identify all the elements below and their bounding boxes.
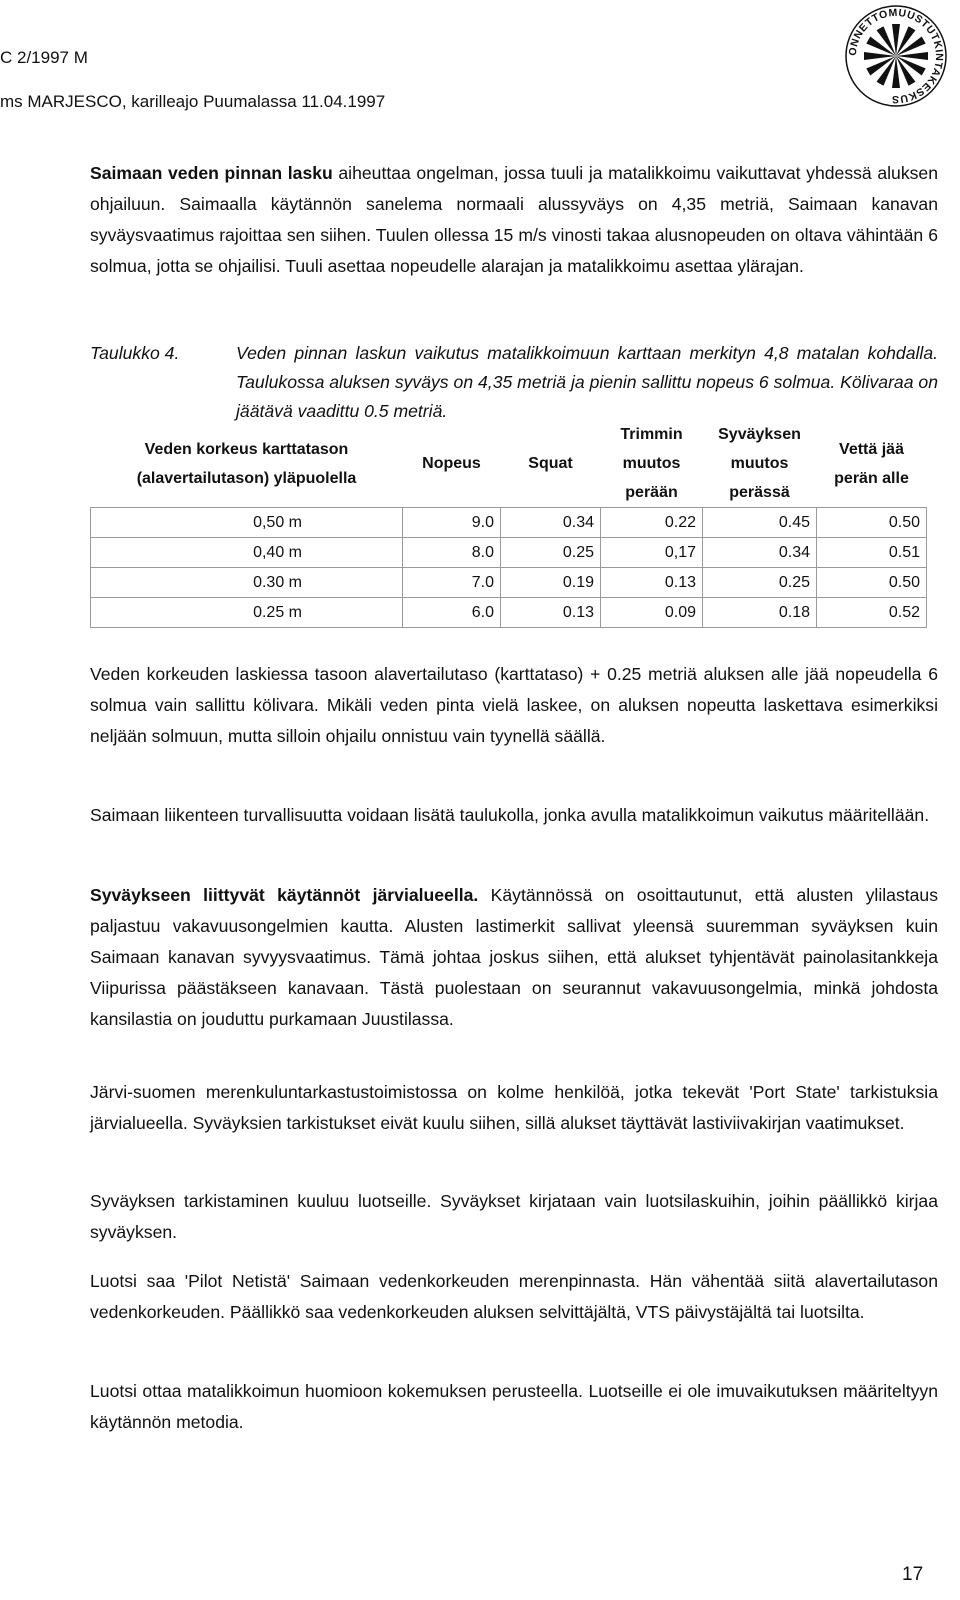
cell-clearance: 0.52 (817, 598, 927, 628)
cell-squat: 0.34 (501, 508, 601, 538)
cell-speed: 9.0 (403, 508, 501, 538)
paragraph-lead-bold: Saimaan veden pinnan lasku (90, 163, 333, 183)
col-header-water-level: Veden korkeus karttatason (alavertailutason) yläpuolella (136, 440, 357, 487)
col-header-speed: Nopeus (422, 455, 481, 472)
paragraph-water-level (90, 158, 938, 282)
cell-water-level: 0,40 m (91, 538, 403, 568)
col-header-clearance: Vettä jää perän alle (834, 440, 909, 487)
table-row (91, 598, 927, 628)
paragraph-lead-bold: Syväykseen liittyvät käytännöt järvialueella. (90, 885, 479, 905)
cell-trim: 0,17 (601, 538, 703, 568)
document-code: C 2/1997 M (0, 48, 88, 67)
cell-draught-change: 0.25 (703, 568, 817, 598)
document-subject: ms MARJESCO, karilleajo Puumalassa 11.04.1997 (0, 92, 386, 111)
col-header-trim: Trimmin muutos perään (620, 426, 683, 501)
cell-trim: 0.09 (601, 598, 703, 628)
cell-water-level: 0,50 m (91, 508, 403, 538)
cell-clearance: 0.50 (817, 508, 927, 538)
cell-water-level: 0.25 m (91, 598, 403, 628)
paragraph-keel-clearance: Veden korkeuden laskiessa tasoon alavertailutaso (karttataso) + 0.25 metriä aluksen alle jää nopeudella 6 solmua vain sallittu kölivara. Mikäli veden pinta vielä laskee, on aluksen nopeutta laskettava esimerkiksi neljään solmuun, mutta silloin ohjailu onnistuu vain tyynellä säällä. (90, 664, 938, 746)
table-caption-text: Veden pinnan laskun vaikutus matalikkoimuun karttaan merkityn 4,8 matalan kohdalla. Taulukossa aluksen syväys on 4,35 metriä ja pienin sallittu nopeus 6 solmua. Kölivaraa on jäätävä vaadittu 0.5 metriä. (236, 343, 938, 421)
paragraph-body: Käytännössä on osoittautunut, että alusten ylilastaus paljastuu vakavuusongelmien kautta. Alusten lastimerkit sallivat yleensä suuremman syväyksen kuin Saimaan kanavan syvyysvaatimus. Tämä johtaa joskus siihen, että alukset tyhjentävät painolasitankkeja Viipurissa päästäkseen kanavaan. Tästä puolestaan on seurannut vakavuusongelmia, minkä johdosta kansilastia on jouduttu purkamaan Juustilassa. (90, 885, 938, 1029)
cell-draught-change: 0.34 (703, 538, 817, 568)
cell-clearance: 0.51 (817, 538, 927, 568)
table-caption-label: Taulukko 4. (90, 343, 180, 363)
cell-speed: 6.0 (403, 598, 501, 628)
paragraph-draught-practices (90, 880, 938, 1035)
paragraph-draught-check: Syväyksen tarkistaminen kuuluu luotseille. Syväykset kirjataan vain luotsilaskuihin, joihin päällikkö kirjaa syväyksen. (90, 1191, 938, 1242)
paragraph-pilot-net: Luotsi saa 'Pilot Netistä' Saimaan vedenkorkeuden merenpinnasta. Hän vähentää siitä alavertailutason vedenkorkeuden. Päällikkö saa vedenkorkeuden aluksen selvittäjältä, VTS päivystäjältä tai luotsilta. (90, 1271, 938, 1322)
radial-sun-emblem (864, 24, 928, 88)
cell-trim: 0.13 (601, 568, 703, 598)
paragraph-body: aiheuttaa ongelman, jossa tuuli ja matalikkoimu vaikuttavat yhdessä aluksen ohjailuun. Saimaalla käytännön sanelema normaali alussyväys on 4,35 metriä, Saimaan kanavan syväysvaatimus rajoittaa sen siihen. Tuulen ollessa 15 m/s vinosti takaa alusnopeuden on oltava vähintään 6 solmua, jotta se ohjailisi. Tuuli asettaa nopeudelle alarajan ja matalikkoimu asettaa ylärajan. (90, 163, 938, 276)
onnettomuustutkintakeskus-logo (842, 2, 950, 110)
cell-speed: 8.0 (403, 538, 501, 568)
cell-squat: 0.25 (501, 538, 601, 568)
paragraph-safety-table: Saimaan liikenteen turvallisuutta voidaan lisätä taulukolla, jonka avulla matalikkoimun vaikutus määritellään. (90, 805, 930, 825)
cell-speed: 7.0 (403, 568, 501, 598)
table-header-row (91, 420, 927, 508)
table-row (91, 568, 927, 598)
table-row (91, 508, 927, 538)
cell-draught-change: 0.45 (703, 508, 817, 538)
svg-text:ONNETTOMUUSTUTKINTAKESKUS: ONNETTOMUUSTUTKINTAKESKUS (846, 6, 946, 106)
cell-water-level: 0.30 m (91, 568, 403, 598)
col-header-draught-change: Syväyksen muutos perässä (718, 426, 801, 501)
paragraph-port-state: Järvi-suomen merenkuluntarkastustoimistossa on kolme henkilöä, jotka tekevät 'Port State' tarkistuksia järvialueella. Syväyksien tarkistukset eivät kuulu siihen, sillä alukset täyttävät lastiviivakirjan vaatimukset. (90, 1082, 938, 1133)
cell-clearance: 0.50 (817, 568, 927, 598)
cell-draught-change: 0.18 (703, 598, 817, 628)
page-number: 17 (902, 1564, 924, 1585)
cell-squat: 0.19 (501, 568, 601, 598)
squat-table (90, 420, 927, 628)
paragraph-pilot-experience: Luotsi ottaa matalikkoimun huomioon kokemuksen perusteella. Luotseille ei ole imuvaikutuksen määriteltyyn käytännön metodia. (90, 1381, 938, 1432)
col-header-squat: Squat (528, 455, 573, 472)
table-row (91, 538, 927, 568)
cell-squat: 0.13 (501, 598, 601, 628)
cell-trim: 0.22 (601, 508, 703, 538)
